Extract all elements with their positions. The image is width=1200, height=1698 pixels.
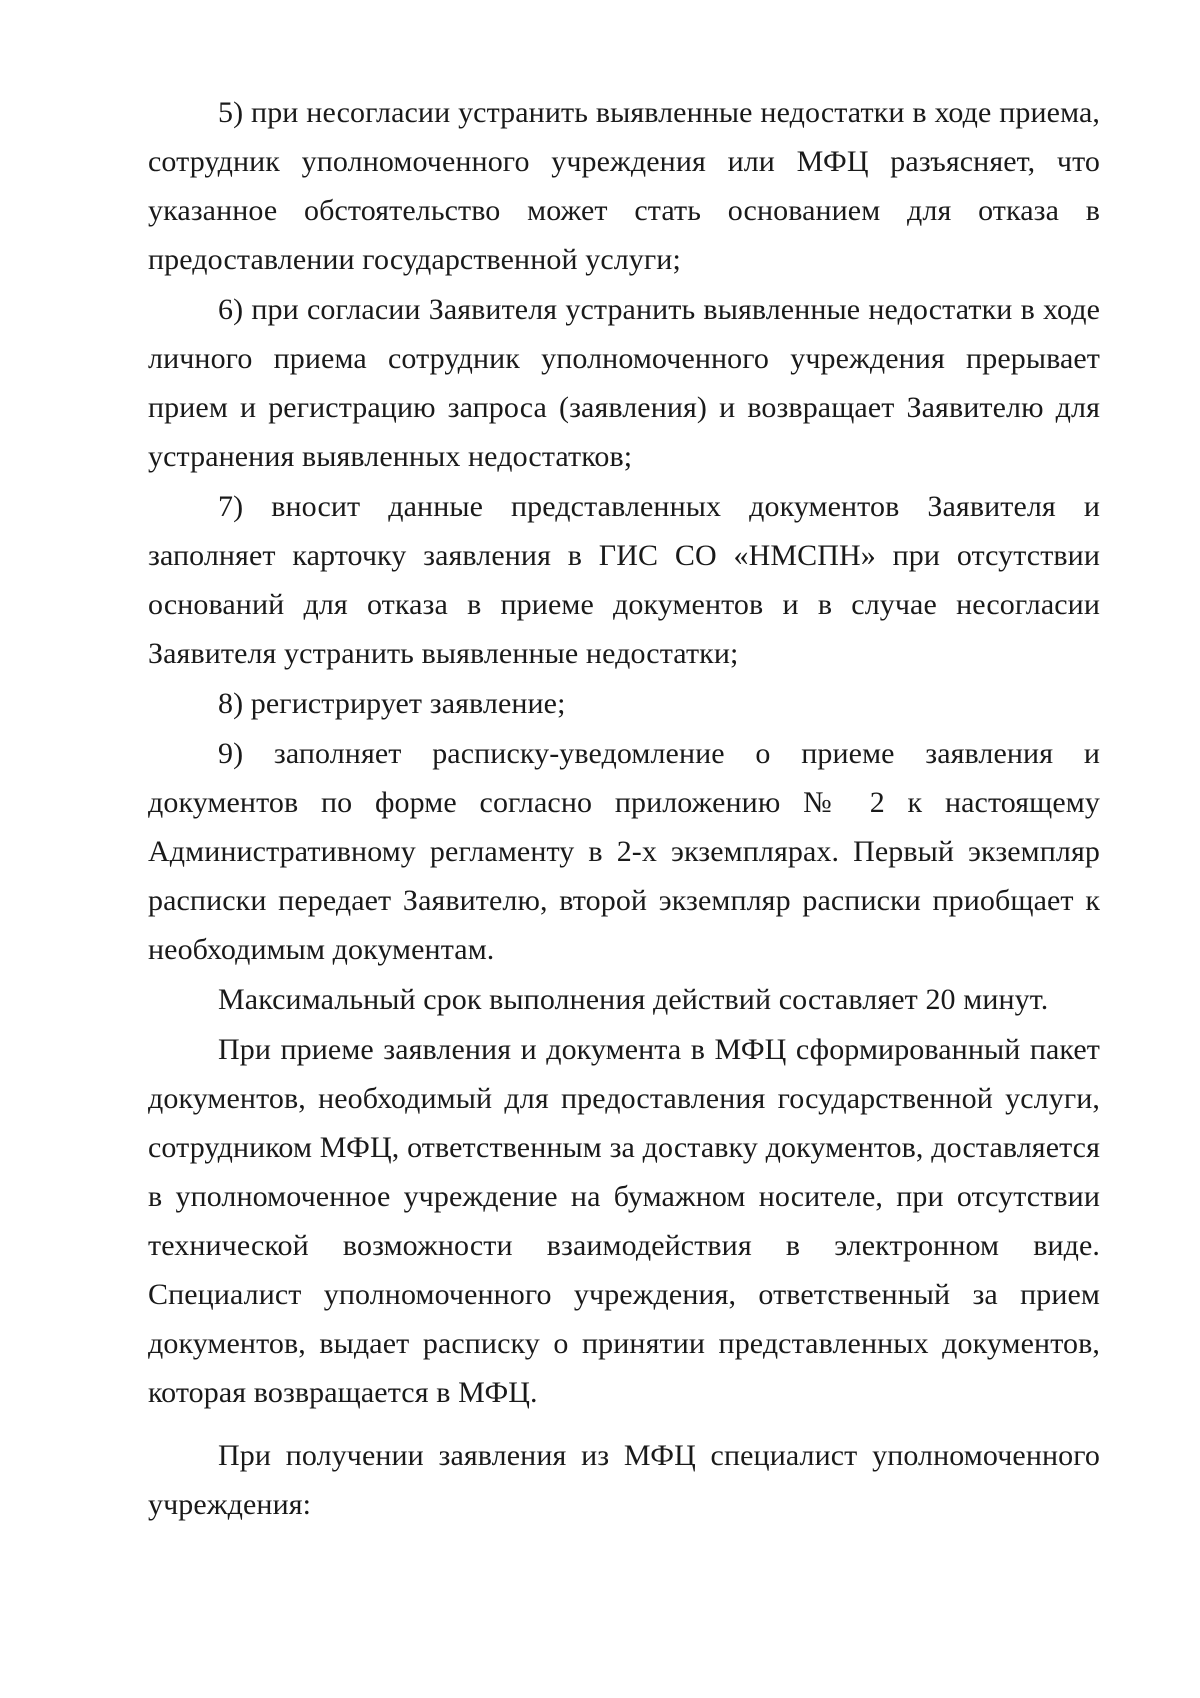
paragraph-item-8: 8) регистрирует заявление;: [218, 687, 566, 720]
paragraph-item-7: 7) вносит данные представленных документов Заявителя и заполняет карточку заявления в ГИС СО «НМСПН» при отсутствии оснований для отказа в приеме документов и в случае несогласии Заявителя устранить выявленные недостатки;: [148, 490, 1100, 670]
paragraph-mfc-reception: При приеме заявления и документа в МФЦ сформированный пакет документов, необходимый для предоставления государственной услуги, сотрудником МФЦ, ответственным за доставку документов, доставляется в уполномоченное учреждение на бумажном носителе, при отсутствии технической возможности взаимодействия в электронном виде. Специалист уполномоченного учреждения, ответственный за прием документов, выдает расписку о принятии представленных документов, которая возвращается в МФЦ.: [148, 1033, 1100, 1409]
paragraph-mfc-receipt-intro: При получении заявления из МФЦ специалист уполномоченного учреждения:: [148, 1439, 1100, 1521]
paragraph-item-5: 5) при несогласии устранить выявленные недостатки в ходе приема, сотрудник уполномоченного учреждения или МФЦ разъясняет, что указанное обстоятельство может стать основанием для отказа в предоставлении государственной услуги;: [148, 96, 1100, 276]
document-body: [148, 88, 1100, 1529]
paragraph-item-9: 9) заполняет расписку-уведомление о приеме заявления и документов по форме согласно приложению № 2 к настоящему Административному регламенту в 2-х экземплярах. Первый экземпляр расписки передает Заявителю, второй экземпляр расписки приобщает к необходимым документам.: [148, 737, 1100, 966]
paragraph-item-6: 6) при согласии Заявителя устранить выявленные недостатки в ходе личного приема сотрудник уполномоченного учреждения прерывает прием и регистрацию запроса (заявления) и возвращает Заявителю для устранения выявленных недостатков;: [148, 293, 1100, 473]
paragraph-max-duration: Максимальный срок выполнения действий составляет 20 минут.: [218, 983, 1049, 1016]
